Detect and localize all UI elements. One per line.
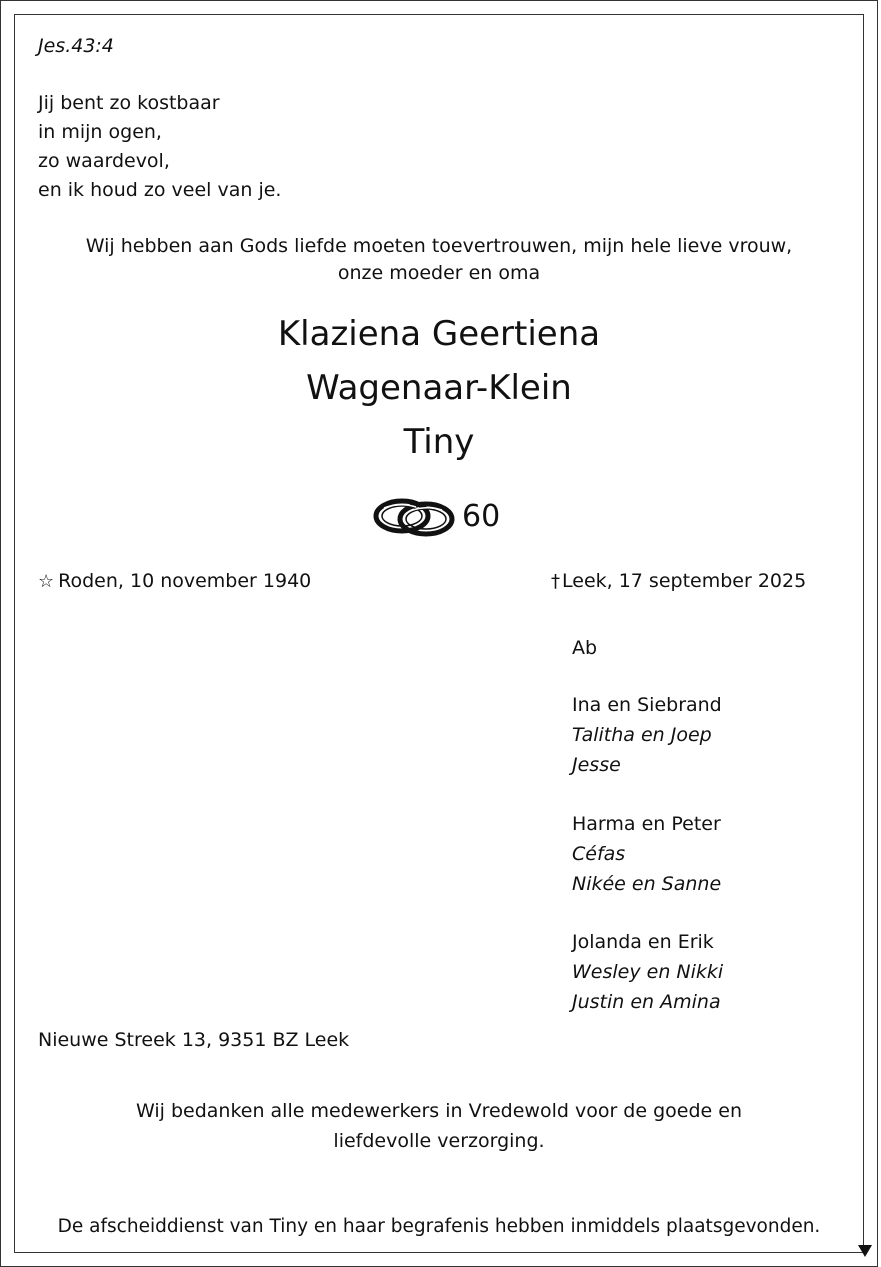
verse-reference: Jes.43:4 bbox=[38, 35, 114, 57]
verse-line-4: en ik houd zo veel van je. bbox=[38, 179, 282, 201]
family-child-2-1: Céfas bbox=[572, 843, 626, 865]
outer-border-top bbox=[0, 0, 878, 1]
intro-line-1: Wij hebben aan Gods liefde moeten toevertrouwen, mijn hele lieve vrouw, bbox=[85, 235, 793, 257]
family-parents-3: Jolanda en Erik bbox=[572, 931, 714, 953]
birth-text: Roden, 10 november 1940 bbox=[58, 570, 312, 592]
family-parents-1: Ina en Siebrand bbox=[572, 694, 722, 716]
family-parents-2: Harma en Peter bbox=[572, 813, 721, 835]
verse-line-2: in mijn ogen, bbox=[38, 121, 162, 143]
deceased-name-line-1: Klaziena Geertiena bbox=[277, 314, 601, 354]
address: Nieuwe Streek 13, 9351 BZ Leek bbox=[38, 1029, 350, 1051]
family-child-3-2: Justin en Amina bbox=[572, 991, 721, 1013]
verse-line-1: Jij bent zo kostbaar bbox=[38, 92, 220, 114]
cross-icon: † bbox=[551, 571, 560, 592]
family-child-2-2: Nikée en Sanne bbox=[572, 873, 722, 895]
marriage-years: 60 bbox=[462, 499, 501, 534]
death-text: Leek, 17 september 2025 bbox=[562, 570, 807, 592]
family-child-1-1: Talitha en Joep bbox=[572, 724, 712, 746]
closing-note: De afscheiddienst van Tiny en haar begrafenis hebben inmiddels plaatsgevonden. bbox=[57, 1216, 821, 1237]
death-info bbox=[551, 569, 806, 594]
spouse-name: Ab bbox=[572, 637, 598, 659]
wedding-rings-icon bbox=[370, 494, 460, 540]
verse-line-3: zo waardevol, bbox=[38, 150, 170, 172]
outer-border-right bbox=[877, 0, 878, 1267]
deceased-nickname: Tiny bbox=[403, 422, 475, 462]
star-icon: ☆ bbox=[38, 571, 55, 592]
thanks-line-2: liefdevolle verzorging. bbox=[333, 1130, 545, 1152]
outer-border-left bbox=[0, 0, 1, 1267]
scroll-down-arrow-icon[interactable] bbox=[858, 1245, 872, 1257]
family-child-1-2: Jesse bbox=[572, 754, 621, 776]
family-child-3-1: Wesley en Nikki bbox=[572, 961, 724, 983]
birth-info bbox=[38, 569, 311, 594]
intro-line-2: onze moeder en oma bbox=[337, 262, 541, 284]
marriage-years-row bbox=[370, 492, 500, 542]
thanks-line-1: Wij bedanken alle medewerkers in Vredewold voor de goede en bbox=[135, 1100, 742, 1122]
deceased-name-line-2: Wagenaar-Klein bbox=[306, 368, 572, 408]
